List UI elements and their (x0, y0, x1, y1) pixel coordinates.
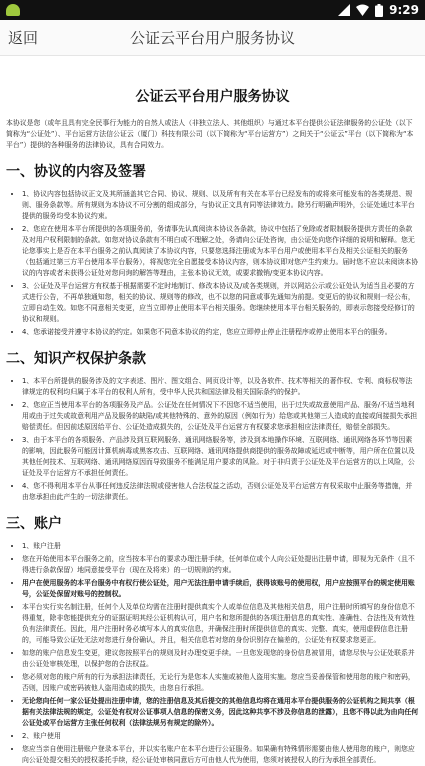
title-bar (0, 20, 425, 56)
status-right (338, 3, 419, 17)
list-item: • 2、您应正当使用本平台的各项服务及产品。公证处在任何情况下不因您不适当使用，出于过失或故意使用产品、服务/不适当地利用或由于过失或故意利用产品及服务的缺陷/或其他特殊的、意外的原因（例如行为）给您或其他第三人造成的直接或间接损失承担赔偿责任。但因前述原因给平台、公证处造成损失的，公证处及平台运营方有权要求您承担相应法律责任，赔偿全部损失。 (22, 400, 419, 433)
status-left (6, 4, 20, 16)
back-button[interactable]: 返回 (8, 29, 39, 47)
list-item: • 1、协议内容包括协议正文及其所涵盖其它合同、协议、规则、以及所有有关在本平台已经发布的或将来可能发布的各类规范、规则、服务条款等。所有规则为本协议不可分割的组成部分，与协议正文具有同等法律效力。除另行明确声明外，公证处通过本平台提供的服务均受本协议约束。 (22, 189, 419, 222)
list-item: • 4、您不得利用本平台从事任何违反法律法规或侵害他人合法权益之活动，否则公证处及平台运营方有权采取中止服务等措施，并由您承担由此产生的一切法律责任。 (22, 481, 419, 503)
list-item: • 2、您应在使用本平台所提供的各项服务前，务请事先认真阅读本协议各条款，协议中包括了免除或者限制服务提供方责任的条款及对用户权利限制的条款。如您对协议条款有不明白或不理解之处，务请向公证处咨询，由公证处向您作详细的说明和解释。您无论您事实上是否在本平台服务之前认真阅读了本协议内容，只要您选择注册或为本平台用户或使用本平台及相关公证相关的服务（包括通过第三方平台使用本平台服务），将视您完全自愿接受本协议内容，则本协议即对您产生约束力。届时您不应以未阅读本协议的内容或者未获得公证处对您问询的解答等理由，主张本协议无效，或要求撤销/变更本协议内容。 (22, 224, 419, 279)
section-3-list (6, 541, 419, 766)
section-3-title: 三、账户 (6, 516, 62, 532)
section-2-title: 二、知识产权保护条款 (6, 351, 146, 367)
battery-icon (375, 4, 383, 17)
status-time: 9:29 (389, 3, 419, 17)
list-item: • 1、账户注册 (22, 541, 419, 552)
list-item: • 您在开始使用本平台服务之前，应当按本平台的要求办理注册手续，任何单位或个人向公证处提出注册申请，即视为无条件（且不得进行条款保留）地同意接受平台（现在及将来）的一切规则的约束。 (22, 554, 419, 576)
list-item: • 如您的账户信息发生变更，建议您按照平台的规则及时办理变更手续。一旦您发现您的身份信息被冒用，请您尽快与公证处联系并由公证处审核处理，以保护您的合法权益。 (22, 648, 419, 670)
list-item: • 无论您向任何一家公证处提出注册申请，您的注册信息及其后提交的其他信息均将在通用本平台提供服务的公证机构之间共享（根据有关法律法规的规定，公证处有权对公证事项人信息的保密义务，因此这种共享不涉及你信息的泄露），且您不得以此为由向任何公证处或平台运营方主张任何权利（法律法规另有规定的除外）。 (22, 696, 419, 729)
status-bar (0, 0, 425, 20)
wifi-icon (356, 4, 369, 16)
android-icon (6, 4, 20, 16)
list-item: • 本平台实行实名制注册，任何个人及单位均需在注册时提供真实个人或单位信息及其他相关信息，用户注册时所填写的身份信息不得重复，除非您能提供充分的证据证明其经公证机构认可，用户名和您所提供的各项注册信息的真实性、准确性、合法性及有效性负有法律责任。因此，用户注册时务必填写本人的真实信息，并确保注册时所提供信息的真实、完整、真实，使用虚假信息注册的，可能导致公证处无法对您进行身份确认，并且，相关信息若对您的身份识别存在偏差的，公证处有权要求您更正。 (22, 602, 419, 646)
list-item: • 您应当亲自使用注册账户登录本平台，并以实名账户在本平台进行公证服务。如果确有特殊情形需要由他人使用您的账户，则您应向公证处提交相关的授权委托手续，经公证处审核同意后方可由他人代为使用，您须对被授权人的行为承担全部责任。 (22, 744, 419, 766)
list-item: • 3、由于本平台的各项服务、产品涉及到互联网服务、通讯网络服务等，涉及到本地操作环境、互联网络、通讯网络各环节等因素的影响，因此服务可能因计算机病毒或黑客攻击、互联网络、通讯网络提供商提供的服务故障或延迟或中断等，用户所在位置以及其他任何技术、互联网络、通讯网络原因而导致服务不能满足用户要求的风险。对于非归责于公证处及平台运营方的以上风险，公证处及平台运营方不承担任何责任。 (22, 435, 419, 479)
list-item: • 3、公证处及平台运营方有权基于根据需要不定时地制订、修改本协议及/或各类规则，并以网站公示或公证处认为适当且必要的方式进行公告，不再单独通知您，相关的协议、规则等的修改，也不以您的同意或事先通知为前提。变更后的协议和规则一经公布，立即自动生效。如您不同意相关变更，应当立即停止使用本平台相关服务。您继续使用本平台相关服务的，即表示您接受经修订的协议和规则。 (22, 281, 419, 325)
list-item: • 2、账户使用 (22, 731, 419, 742)
section-1-list (6, 189, 419, 338)
agreement-content[interactable] (0, 86, 425, 766)
list-item: • 您必须对您的账户所有的行为承担法律责任，无论行为是您本人实施或被他人盗用实施。您应当妥善保管和使用您的账户和密码，否则，因账户或密码被他人盗用造成的损失，由您自行承担。 (22, 672, 419, 694)
list-item: • 用户在使用服务的本平台服务中有权行使公证处，用户无法注册申请手续后，获得该账号的使用权，用户应按照平台的规定使用账号，公证处保留对账号的控制权。 (22, 578, 419, 600)
section-1-title: 一、协议的内容及签署 (6, 164, 146, 180)
list-item: • 1、本平台所提供的服务涉及的文字表述、图片、图文组合、网页设计等，以及各软件、技术等相关的著作权、专利、商标权等法律规定的权利均归属于本平台的权利人所有，受中华人民共和国法律及相关国际条约的保护。 (22, 376, 419, 398)
section-2-list (6, 376, 419, 503)
signal-icon (338, 4, 350, 16)
intro-paragraph: 本协议是您（或年且具有完全民事行为能力的自然人或法人（非独立法人、其他组织）与通过本平台提供公证法律服务的公证处（以下简称为“公证处”）、平台运营方法信公证云（厦门）科技有限公司（以下简称为“平台运营方”）之间关于“公证云”平台（以下简称为“本平台”）提供的各种服务的法律协议，具有合同效力。 (6, 119, 414, 149)
document-title: 公证云平台用户服务协议 (135, 89, 290, 105)
page-title: 公证云平台用户服务协议 (129, 29, 295, 47)
list-item: • 4、您承诺接受并遵守本协议的约定。如果您不同意本协议的约定，您应立即停止停止注册程序或停止使用本平台的服务。 (22, 327, 419, 338)
